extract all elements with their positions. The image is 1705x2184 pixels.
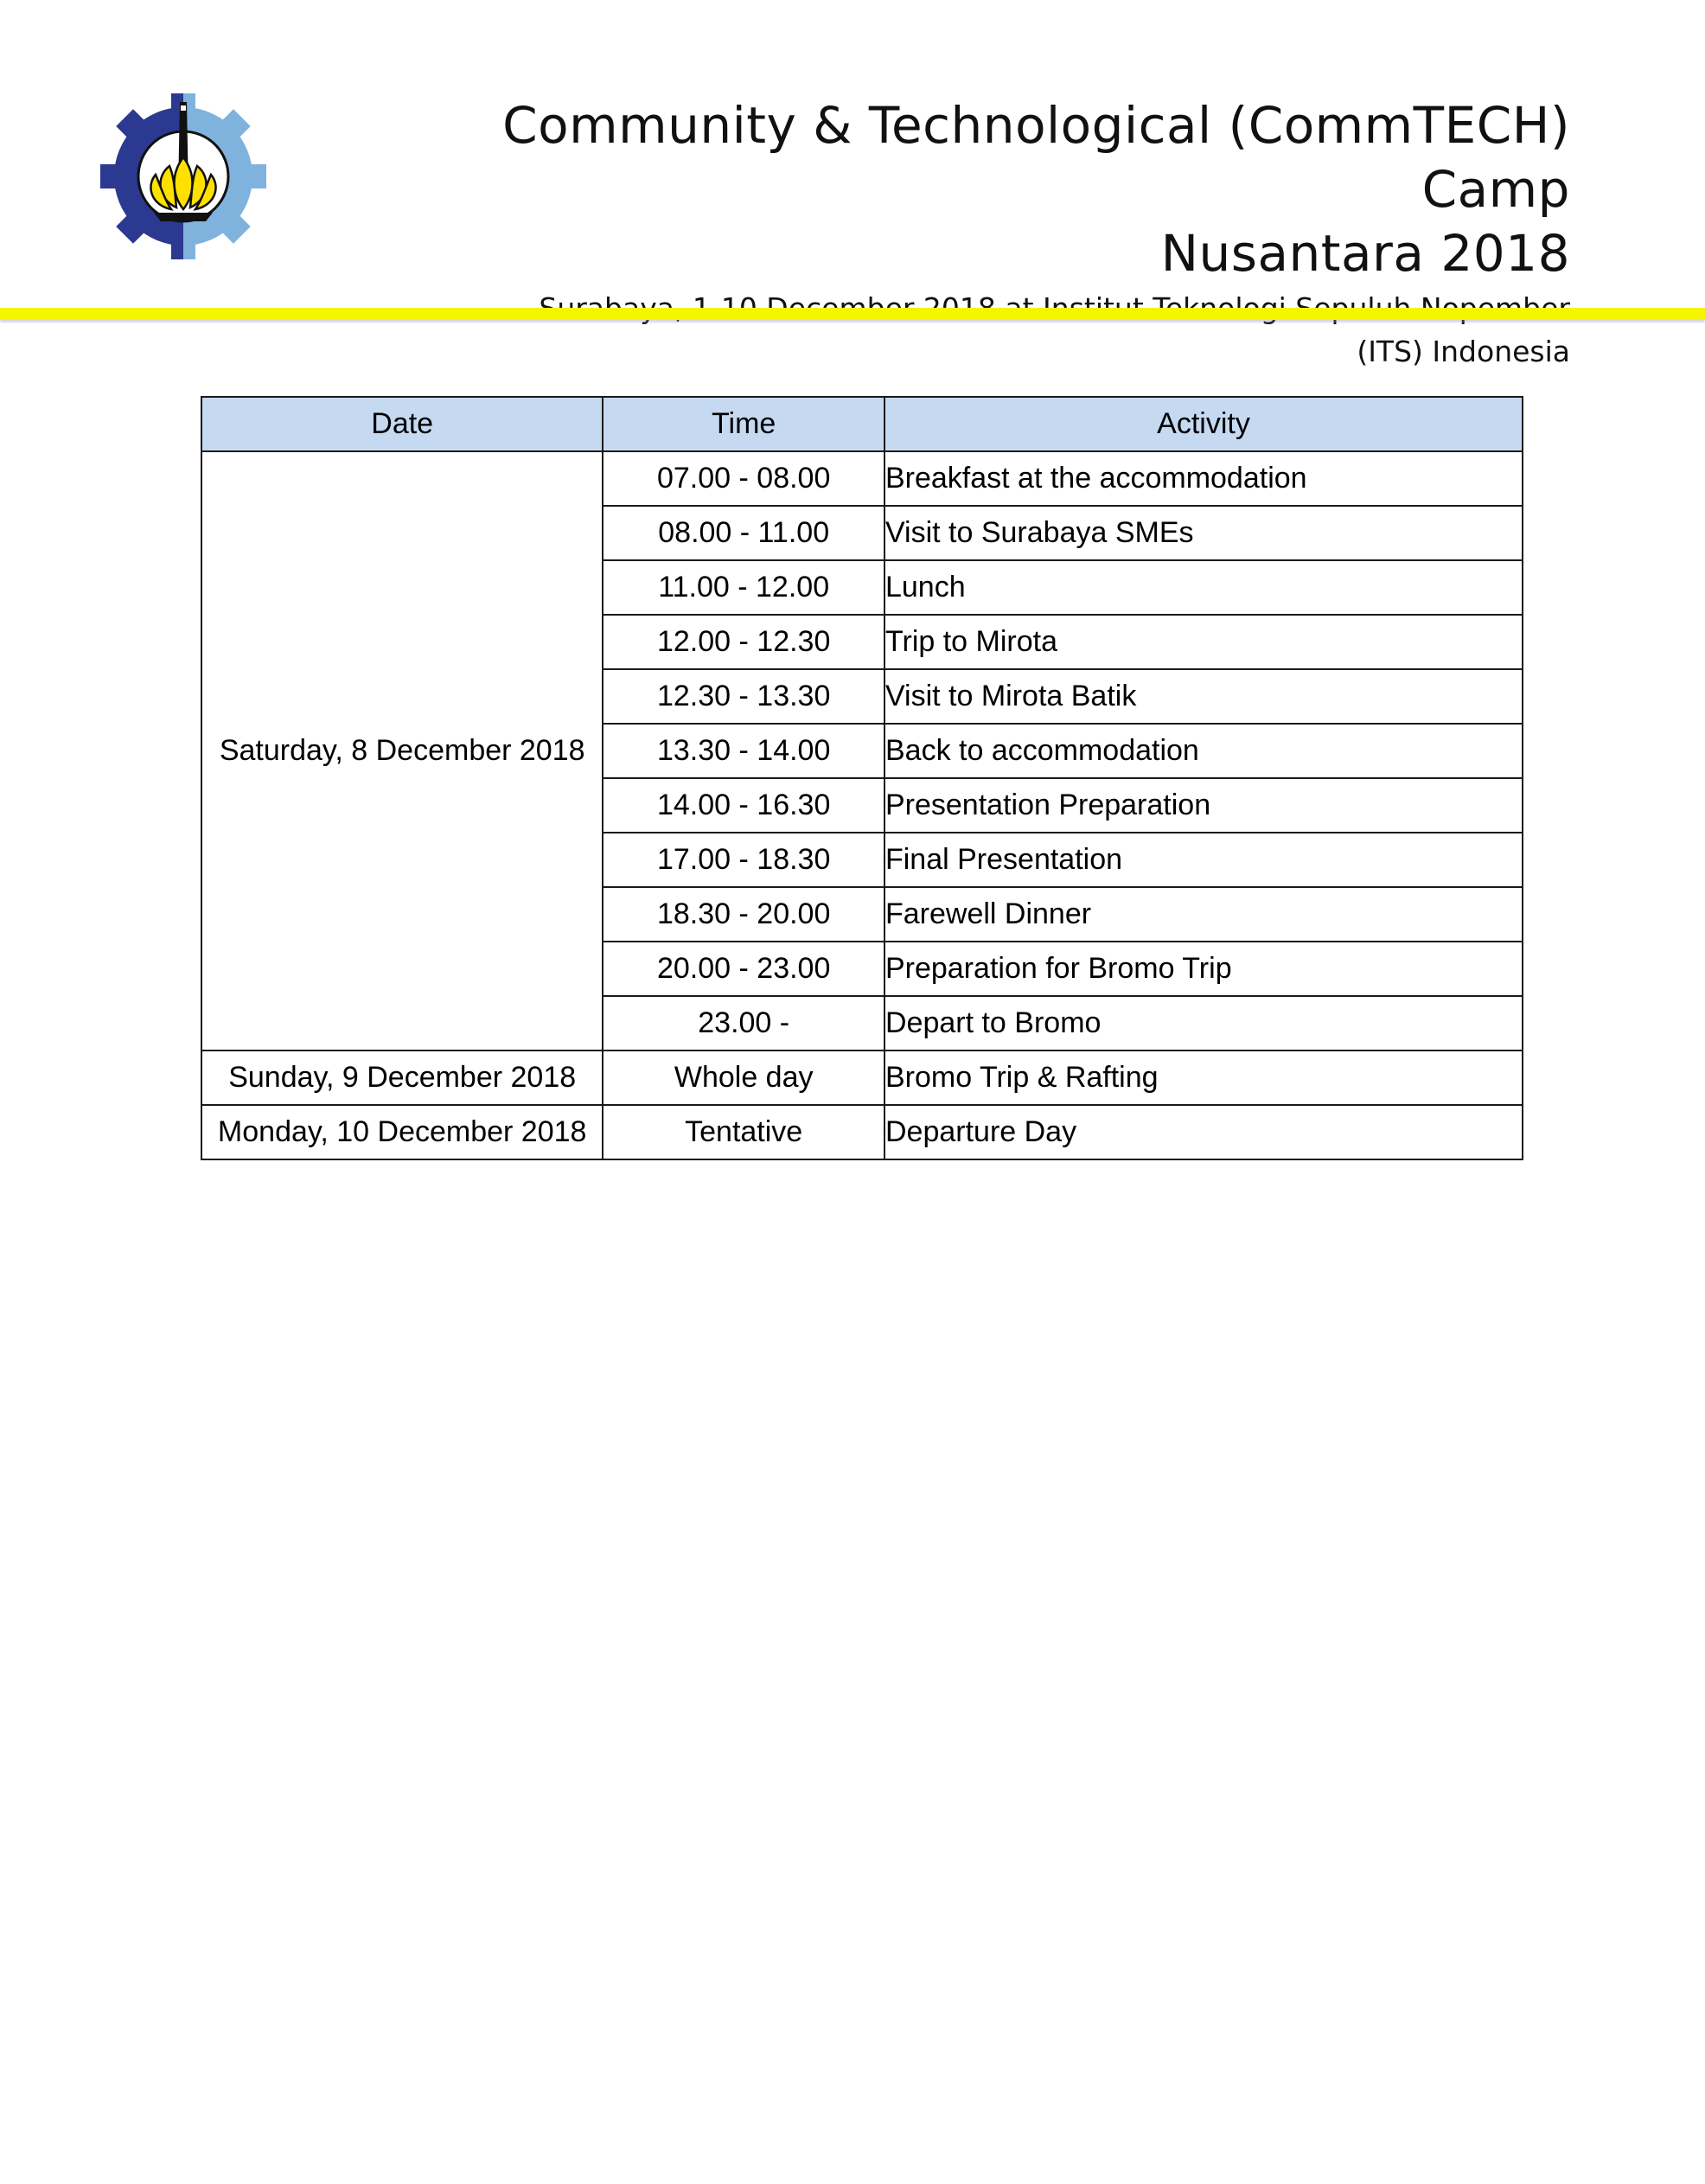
column-header-activity: Activity bbox=[884, 397, 1523, 451]
time-cell: 18.30 - 20.00 bbox=[603, 887, 884, 942]
activity-cell: Depart to Bromo bbox=[884, 996, 1523, 1050]
time-cell: 08.00 - 11.00 bbox=[603, 506, 884, 560]
activity-cell: Farewell Dinner bbox=[884, 887, 1523, 942]
activity-cell: Presentation Preparation bbox=[884, 778, 1523, 833]
column-header-date: Date bbox=[201, 397, 603, 451]
time-cell: 14.00 - 16.30 bbox=[603, 778, 884, 833]
date-cell: Sunday, 9 December 2018 bbox=[201, 1050, 603, 1105]
time-cell: 13.30 - 14.00 bbox=[603, 724, 884, 778]
header-divider bbox=[0, 308, 1705, 320]
time-cell: Whole day bbox=[603, 1050, 884, 1105]
document-title-line-2: Nusantara 2018 bbox=[1160, 224, 1570, 283]
activity-cell: Breakfast at the accommodation bbox=[884, 451, 1523, 506]
activity-cell: Visit to Mirota Batik bbox=[884, 669, 1523, 724]
activity-cell: Bromo Trip & Rafting bbox=[884, 1050, 1523, 1105]
activity-cell: Trip to Mirota bbox=[884, 615, 1523, 669]
document-header bbox=[360, 93, 1570, 372]
time-cell: 11.00 - 12.00 bbox=[603, 560, 884, 615]
date-cell: Saturday, 8 December 2018 bbox=[201, 451, 603, 1050]
activity-cell: Visit to Surabaya SMEs bbox=[884, 506, 1523, 560]
document-subtitle-line-2: (ITS) Indonesia bbox=[1357, 335, 1570, 368]
table-header-row bbox=[201, 397, 1523, 451]
column-header-time: Time bbox=[603, 397, 884, 451]
time-cell: 12.30 - 13.30 bbox=[603, 669, 884, 724]
activity-cell: Final Presentation bbox=[884, 833, 1523, 887]
schedule-table bbox=[201, 396, 1523, 1160]
time-cell: Tentative bbox=[603, 1105, 884, 1159]
its-logo-icon bbox=[97, 90, 270, 263]
activity-cell: Preparation for Bromo Trip bbox=[884, 942, 1523, 996]
time-cell: 23.00 - bbox=[603, 996, 884, 1050]
activity-cell: Back to accommodation bbox=[884, 724, 1523, 778]
date-cell: Monday, 10 December 2018 bbox=[201, 1105, 603, 1159]
table-row bbox=[201, 1105, 1523, 1159]
time-cell: 12.00 - 12.30 bbox=[603, 615, 884, 669]
table-row bbox=[201, 451, 1523, 506]
activity-cell: Departure Day bbox=[884, 1105, 1523, 1159]
time-cell: 20.00 - 23.00 bbox=[603, 942, 884, 996]
table-row bbox=[201, 1050, 1523, 1105]
activity-cell: Lunch bbox=[884, 560, 1523, 615]
time-cell: 17.00 - 18.30 bbox=[603, 833, 884, 887]
document-title-line-1: Community & Technological (CommTECH) Camp bbox=[502, 96, 1570, 219]
time-cell: 07.00 - 08.00 bbox=[603, 451, 884, 506]
